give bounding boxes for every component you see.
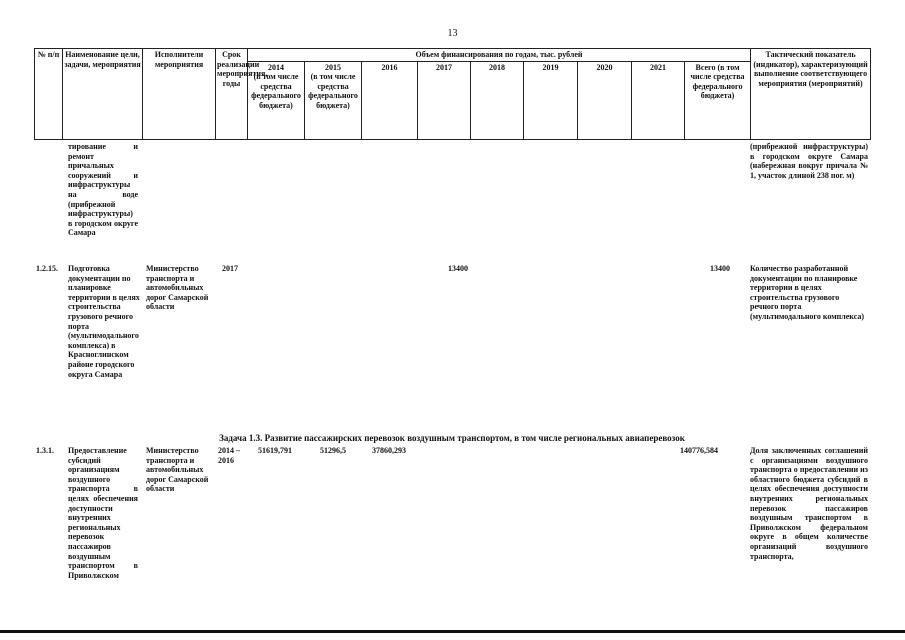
page-number: 13 — [447, 28, 458, 39]
continuation-indicator: (прибрежной инфраструктуры) в городском округе Самара (набережная вокруг причала № 1, участок длиной 238 пог. м) — [750, 142, 868, 180]
row-indicator: Количество разработанной документации по планировке территории в целях строительства грузового речного порта (мультимодального комплекса) — [750, 264, 865, 321]
row-value-2016: 37860,293 — [372, 446, 406, 455]
continuation-name: тирование и ремонт причальных сооружений и инфраструктуры на воде (прибрежной инфраструктуры) в городском округе Самара — [68, 142, 138, 238]
table-header — [34, 48, 871, 140]
header-executor: Исполнители мероприятия — [143, 49, 216, 140]
row-executor: Министерство транспорта и автомобильных дорог Самарской области — [146, 264, 209, 312]
header-year-2021: 2021 — [632, 61, 685, 139]
header-year-2016: 2016 — [362, 61, 418, 139]
row-name: Предоставление субсидий организациям воздушного транспорта в целях обеспечения доступности внутренних региональных перевозок пассажиров воздушным транспортом в Приволжском — [68, 446, 138, 580]
row-term: 2017 — [222, 264, 238, 273]
row-total: 13400 — [710, 264, 730, 273]
bottom-rule — [0, 630, 905, 633]
row-total: 140776,584 — [680, 446, 718, 455]
row-value-2015: 51296,5 — [320, 446, 346, 455]
row-number: 1.2.15. — [36, 264, 58, 273]
row-number: 1.3.1. — [36, 446, 54, 455]
row-value-2014: 51619,791 — [258, 446, 292, 455]
header-year-2017: 2017 — [418, 61, 471, 139]
header-total: Всего (в том числе средства федерального бюджета) — [685, 61, 751, 139]
header-year-2020: 2020 — [578, 61, 632, 139]
header-year-2019: 2019 — [524, 61, 578, 139]
row-value-2017: 13400 — [448, 264, 468, 273]
header-year-2015: 2015 (в том числе средства федерального бюджета) — [305, 61, 362, 139]
task-heading: Задача 1.3. Развитие пассажирских перевозок воздушным транспортом, в том числе региональных авиаперевозок — [219, 433, 685, 443]
row-indicator: Доля заключенных соглашений с организациями воздушного транспорта о предоставлении из областного бюджета субсидий в целях обеспечения доступности внутренних региональных перевозок пассажиров воздушным транспортом в Приволжском федеральном округе в общем количестве организаций воздушного транспорта, — [750, 446, 868, 561]
header-year-2018: 2018 — [471, 61, 524, 139]
header-funding: Объем финансирования по годам, тыс. рублей — [248, 49, 751, 62]
header-year-2014: 2014 (в том числе средства федерального бюджета) — [248, 61, 305, 139]
row-name: Подготовка документации по планировке территории в целях строительства грузового речного порта (мультимодального комплекса) в Красноглинском районе городского округа Самара — [68, 264, 140, 379]
row-executor: Министерство транспорта и автомобильных дорог Самарской области — [146, 446, 209, 494]
header-term: Срок реализации мероприятия, годы — [216, 49, 248, 140]
header-num: № п/п — [35, 49, 63, 140]
header-indicator: Тактический показатель (индикатор), характеризующий выполнение соответствующего мероприятия (мероприятий) — [751, 49, 871, 140]
header-name: Наименование цели, задачи, мероприятия — [63, 49, 143, 140]
row-term: 2014 – 2016 — [218, 446, 240, 465]
